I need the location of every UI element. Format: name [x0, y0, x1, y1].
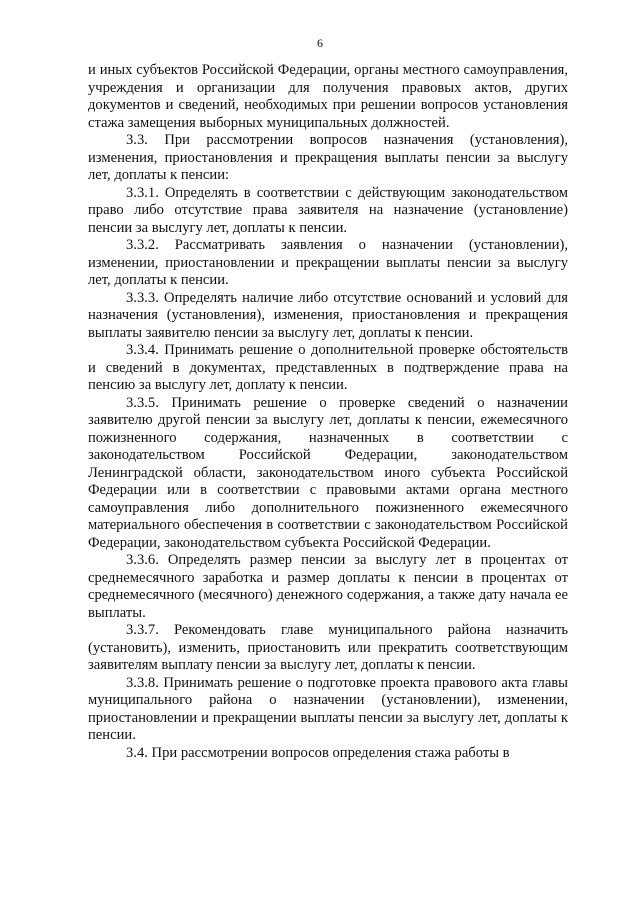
paragraph-3-3-3: 3.3.3. Определять наличие либо отсутствие оснований и условий для назначения (установления), изменения, приостановления и прекращения выплаты заявителю пенсии за выслугу лет, доплаты к пенсии.	[88, 289, 568, 341]
paragraph-3-4: 3.4. При рассмотрении вопросов определения стажа работы в	[126, 744, 510, 761]
paragraph-3-3-8: 3.3.8. Принимать решение о подготовке проекта правового акта главы муниципального района о назначении (установлении), изменении, приостановлении и прекращении выплаты пенсии за выслугу лет, доплаты к пенсии.	[88, 674, 568, 743]
paragraph-3-3: 3.3. При рассмотрении вопросов назначения (установления), изменения, приостановления и прекращения выплаты пенсии за выслугу лет, доплаты к пенсии:	[88, 132, 568, 183]
paragraph-3-3-5: 3.3.5. Принимать решение о проверке сведений о назначении заявителю другой пенсии за выслугу лет, доплаты к пенсии, ежемесячного пожизненного содержания, назначенных в соответствии с законодательством Российской Федерации, законодательством Ленинградской области, законодательством иного субъекта Российской Федерации или в соответствии с правовыми актами органа местного самоуправления либо дополнительного пожизненного ежемесячного материального обеспечения в соответствии с законодательством Российской Федерации, законодательством субъекта Российской Федерации.	[88, 394, 568, 551]
paragraph-3-3-4: 3.3.4. Принимать решение о дополнительной проверке обстоятельств и сведений в документах, представленных в подтверждение права на пенсию за выслугу лет, доплату к пенсии.	[88, 342, 568, 393]
paragraph-3-3-1: 3.3.1. Определять в соответствии с действующим законодательством право либо отсутствие права заявителя на назначение (установление) пенсии за выслугу лет, доплаты к пенсии.	[88, 184, 568, 236]
document-body	[88, 62, 568, 762]
paragraph-3-3-6: 3.3.6. Определять размер пенсии за выслугу лет в процентах от среднемесячного заработка и размер доплаты к пенсии в процентах от среднемесячного (месячного) денежного содержания, а также дату начала ее выплаты.	[88, 552, 568, 621]
page-number: 6	[317, 36, 323, 50]
paragraph-3-3-7: 3.3.7. Рекомендовать главе муниципального района назначить (установить), изменить, приостановить или прекратить соответствующим заявителям выплату пенсии за выслугу лет, доплаты к пенсии.	[88, 622, 568, 673]
paragraph-3-3-2: 3.3.2. Рассматривать заявления о назначении (установлении), изменении, приостановлении и прекращении выплаты пенсии за выслугу лет, доплаты к пенсии.	[88, 237, 568, 288]
paragraph-continuation: и иных субъектов Российской Федерации, органы местного самоуправления, учреждения и организации для получения правовых актов, других документов и сведений, необходимых при решении вопросов установления стажа замещения выборных муниципальных должностей.	[88, 62, 568, 131]
